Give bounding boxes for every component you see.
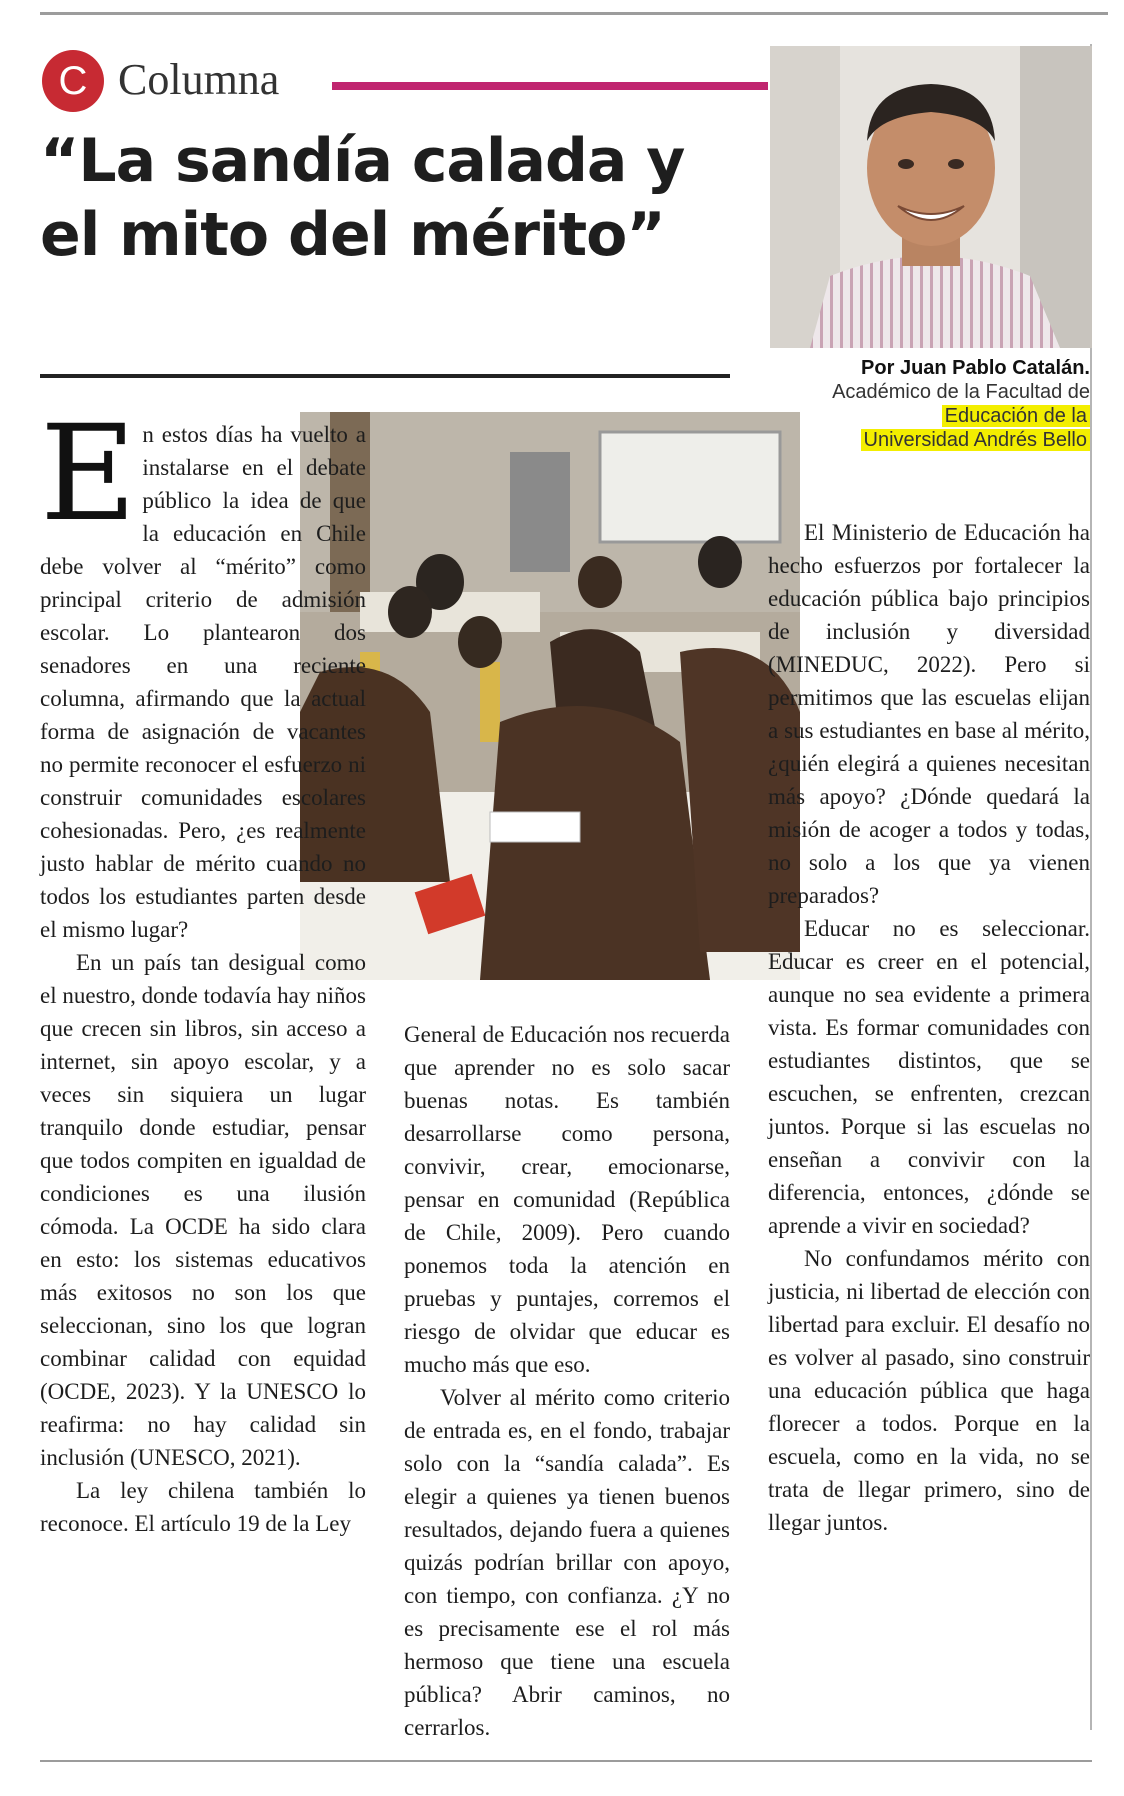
section-kicker: Columna (118, 55, 280, 104)
author-role-line1: Académico de la Facultad de (832, 381, 1090, 403)
article-column-1 (40, 397, 366, 1540)
top-rule (40, 12, 1108, 15)
paragraph: En un país tan desigual como el nuestro, donde todavía hay niños que crecen sin libros, sin acceso a internet, sin apoyo escolar, y a veces sin siquiera un lugar tranquilo donde estudiar, pensar que todos compiten en igualdad de condiciones es una ilusión cómoda. La OCDE ha sido clara en esto: los sistemas educativos más exitosos no son los que seleccionan, sino los que logran combinar calidad con equidad (OCDE, 2023). Y la UNESCO lo reafirma: no hay calidad sin inclusión (UNESCO, 2021). (40, 950, 366, 1470)
bottom-rule (40, 1760, 1092, 1762)
byline (760, 356, 1090, 452)
paragraph: Educar no es seleccionar. Educar es creer en el potencial, aunque no sea evidente a primera vista. Es formar comunidades con estudiantes distintos, que se escuchen, se enfrenten, crezcan juntos. Porque si las escuelas no enseñan a convivir con la diferencia, entonces, ¿dónde se aprende a vivir en sociedad? (768, 916, 1090, 1238)
paragraph: General de Educación nos recuerda que aprender no es solo sacar buenas notas. Es también desarrollarse como persona, convivir, crear, emocionarse, pensar en comunidad (República de Chile, 2009). Pero cuando ponemos toda la atención en pruebas y puntajes, corremos el riesgo de olvidar que educar es mucho más que eso. (404, 1022, 730, 1377)
author-role-line2: Educación de la (942, 405, 1090, 427)
column-badge-icon: C (42, 50, 104, 112)
paragraph: El Ministerio de Educación ha hecho esfuerzos por fortalecer la educación pública bajo principios de inclusión y diversidad (MINEDUC, 2022). Pero si permitimos que las escuelas elijan a sus estudiantes en base al mérito, ¿quién elegirá a quienes necesitan más apoyo? ¿Dónde quedará la misión de acoger a todos y todas, no solo a los que ya vienen preparados? (768, 520, 1090, 908)
drop-cap: E (40, 397, 137, 551)
classroom-photo (300, 412, 800, 980)
author-role-line3: Universidad Andrés Bello (861, 429, 1090, 451)
kicker-accent-line (332, 82, 768, 90)
paragraph: n estos días ha vuelto a instalarse en el debate público la idea de que la educación en Chile debe volver al “mérito” como principal criterio de admisión escolar. Lo plantearon dos senadores en una reciente columna, afirmando que la actual forma de asignación de vacantes no permite reconocer el esfuerzo ni construir comunidades escolares cohesionadas. Pero, ¿es realmente justo hablar de mérito cuando no todos los estudiantes parten desde el mismo lugar? (40, 422, 366, 942)
paragraph: La ley chilena también lo reconoce. El artículo 19 de la Ley (40, 1478, 366, 1536)
article-column-3 (768, 516, 1090, 1539)
paragraph: Volver al mérito como criterio de entrada es, en el fondo, trabajar solo con la “sandía calada”. Es elegir a quienes ya tienen buenos resultados, dejando fuera a quienes quizás podrían brillar con apoyo, con tiempo, con confianza. ¿Y no es precisamente ese el rol más hermoso que tiene una escuela pública? Abrir caminos, no cerrarlos. (404, 1385, 730, 1740)
paragraph: No confundamos mérito con justicia, ni libertad de elección con libertad para excluir. El desafío no es volver al pasado, sino construir una educación pública que haga florecer a todos. Porque en la escuela, como en la vida, no se trata de llegar primero, sino de llegar juntos. (768, 1246, 1090, 1535)
author-name: Por Juan Pablo Catalán. (861, 357, 1090, 379)
headline-rule (40, 374, 730, 378)
author-portrait (770, 46, 1092, 348)
article-column-2 (404, 1018, 730, 1744)
headline: “La sandía calada y el mito del mérito” (40, 126, 685, 270)
